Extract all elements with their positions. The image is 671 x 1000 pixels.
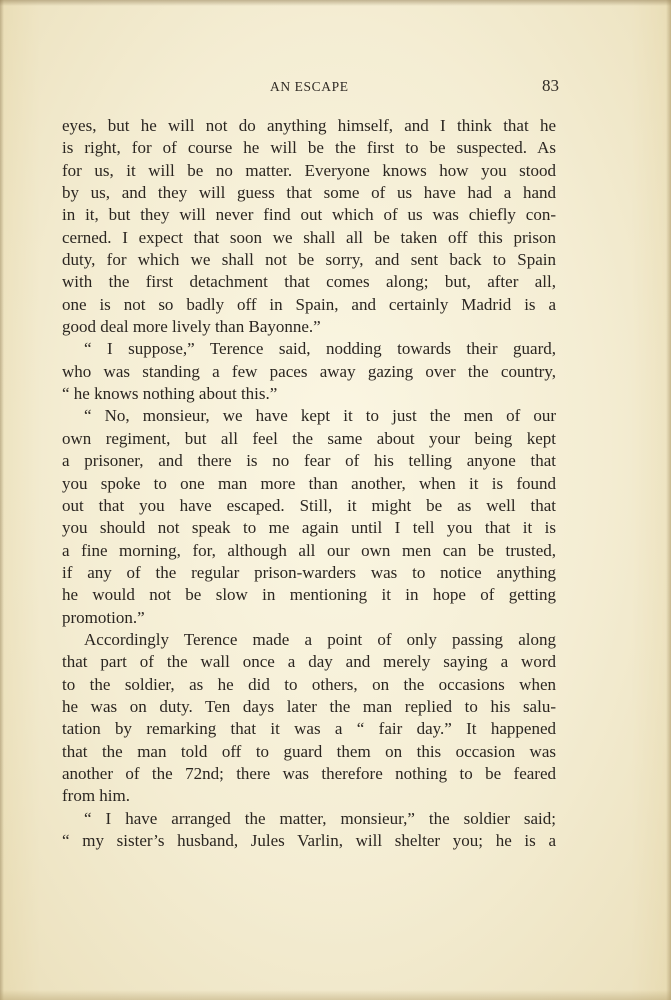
text-line: he was on duty. Ten days later the man replied to his salu- (62, 696, 556, 716)
running-head: AN ESCAPE (270, 79, 349, 94)
page-bottom-shadow (0, 990, 671, 1000)
page-number: 83 (542, 76, 559, 95)
text-line: he would not be slow in mentioning it in hope of getting (62, 585, 556, 605)
text-line: cerned. I expect that soon we shall all be taken off this prison (62, 227, 556, 247)
text-line: if any of the regular prison-warders was to notice anything (62, 562, 556, 582)
text-line: Accordingly Terence made a point of only passing along (84, 629, 556, 649)
text-line: you spoke to one man more than another, when it is found (62, 473, 556, 493)
text-line: is right, for of course he will be the first to be suspected. As (62, 138, 556, 158)
text-line: you should not speak to me again until I tell you that it is (62, 518, 556, 538)
page-top-shadow (0, 0, 671, 6)
text-line: out that you have escaped. Still, it might be as well that (62, 495, 556, 515)
page-right-shadow (666, 0, 671, 1000)
text-line: eyes, but he will not do anything himself, and I think that he (62, 116, 556, 135)
text-line: own regiment, but all feel the same about your being kept (62, 428, 556, 448)
text-line: duty, for which we shall not be sorry, and sent back to Spain (62, 250, 556, 270)
text-line: to the soldier, as he did to others, on the occasions when (62, 674, 556, 694)
page-left-shadow (0, 0, 4, 1000)
text-line: “ I have arranged the matter, monsieur,” the soldier said; (84, 808, 556, 828)
text-line: one is not so badly off in Spain, and certainly Madrid is a (62, 294, 556, 314)
text-line: in it, but they will never find out which of us was chiefly con- (62, 205, 556, 225)
text-line: “ No, monsieur, we have kept it to just the men of our (84, 406, 556, 426)
text-line: “ I suppose,” Terence said, nodding towards their guard, (84, 339, 556, 359)
text-line: promotion.” (62, 607, 145, 627)
body-text (62, 115, 556, 852)
text-line: that part of the wall once a day and merely saying a word (62, 652, 556, 672)
text-line: with the first detachment that comes along; but, after all, (62, 272, 556, 292)
text-line: “ he knows nothing about this.” (62, 384, 278, 404)
text-line: “ my sister’s husband, Jules Varlin, will shelter you; he is a (62, 831, 556, 850)
text-line: another of the 72nd; there was therefore nothing to be feared (62, 763, 556, 783)
text-line: by us, and they will guess that some of us have had a hand (62, 183, 556, 203)
text-line: a prisoner, and there is no fear of his telling anyone that (62, 451, 556, 471)
text-line: for us, it will be no matter. Everyone knows how you stood (62, 160, 556, 180)
text-line: from him. (62, 786, 130, 806)
text-line: that the man told off to guard them on this occasion was (62, 741, 556, 761)
text-line: good deal more lively than Bayonne.” (62, 317, 321, 337)
text-line: who was standing a few paces away gazing over the country, (62, 361, 556, 381)
text-line: tation by remarking that it was a “ fair day.” It happened (62, 719, 556, 739)
text-line: a fine morning, for, although all our own men can be trusted, (62, 540, 556, 560)
